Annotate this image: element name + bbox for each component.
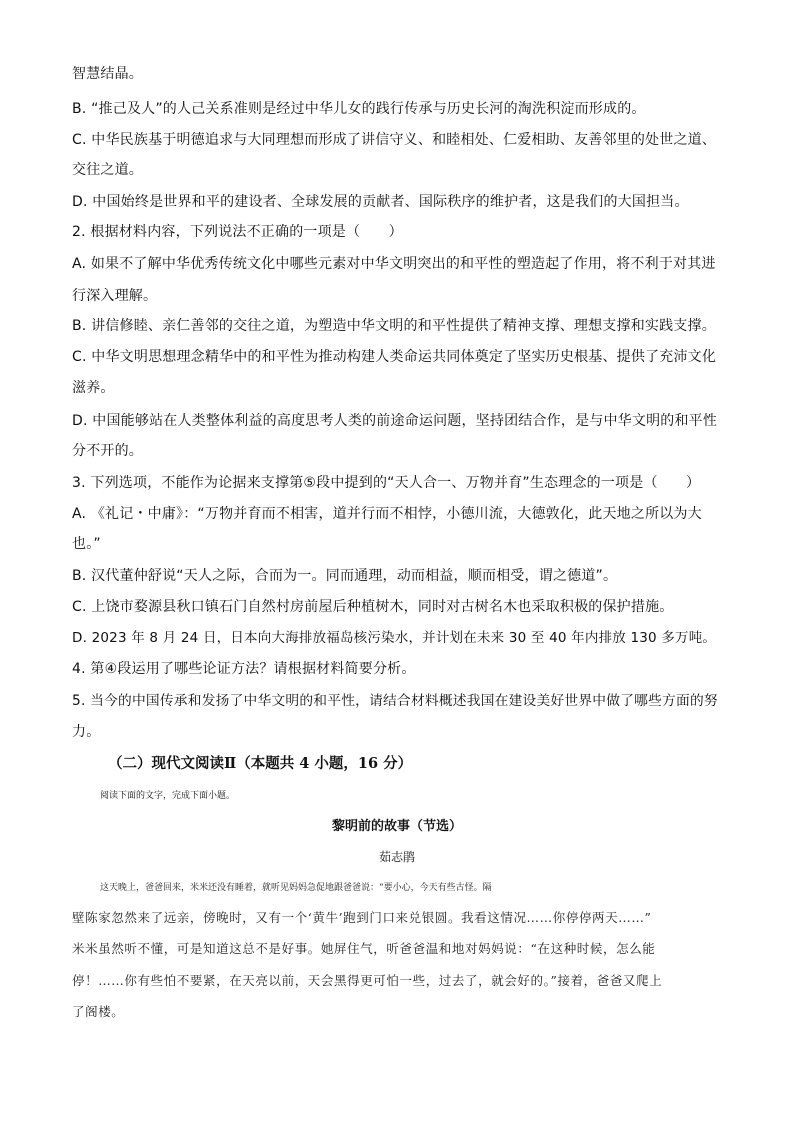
passage-author: 茹志鹃 [378, 850, 415, 864]
q1-continuation-text: 智慧结晶。 [72, 66, 143, 82]
q2-option-d-line1: D. 中国能够站在人类整体利益的高度思考人类的前途命运问题，坚持团结合作，是与中华文明的和平性 [72, 413, 718, 429]
q1-option-c-line1: C. 中华民族基于明德追求与大同理想而形成了讲信守义、和睦相处、仁爱相助、友善邻里的处世之道、 [72, 132, 717, 148]
passage-line-4: 停！……你有些怕不要紧，在天亮以前，天会黑得更可怕一些，过去了，就会好的。”接着，爸爸又爬上 [72, 973, 663, 988]
q5-stem-line1: 5. 当今的中国传承和发扬了中华文明的和平性，请结合材料概述我国在建设美好世界中做了哪些方面的努 [72, 693, 718, 709]
q3-option-a-line2: 也。” [72, 536, 101, 552]
q2-option-c-line1: C. 中华文明思想理念精华中的和平性为推动构建人类命运共同体奠定了坚实历史根基、提供了充沛文化 [72, 349, 717, 365]
q1-option-c-line2: 交往之道。 [72, 162, 143, 178]
q2-option-a-line1: A. 如果不了解中华优秀传统文化中哪些元素对中华文明突出的和平性的塑造起了作用，将不利于对其进 [72, 256, 716, 272]
q2-option-c-line2: 滋养。 [72, 380, 115, 396]
q3-option-d: D. 2023 年 8 月 24 日，日本向大海排放福岛核污染水，并计划在未来 30 至 40 年内排放 130 多万吨。 [72, 630, 717, 646]
q2-option-a-line2: 行深入理解。 [72, 288, 158, 304]
q1-option-b: B. “推己及人”的人己关系准则是经过中华儿女的践行传承与历史长河的淘洗积淀而形成的。 [72, 101, 646, 117]
q2-stem: 2. 根据材料内容，下列说法不正确的一项是（ ） [72, 224, 403, 240]
passage-title: 黎明前的故事（节选） [331, 819, 462, 834]
passage-line-1: 这天晚上，爸爸回来，米米还没有睡着，就听见妈妈急促地跟爸爸说：“要小心，今天有些古怪。隔 [100, 883, 492, 893]
passage-line-3: 米米虽然听不懂，可是知道这总不是好事。她屏住气，听爸爸温和地对妈妈说：“在这种时候，怎么能 [72, 941, 656, 956]
q5-stem-line2: 力。 [72, 724, 101, 740]
q2-option-b: B. 讲信修睦、亲仁善邻的交往之道，为塑造中华文明的和平性提供了精神支撑、理想支撑和实践支撑。 [72, 318, 716, 334]
q4-stem: 4. 第④段运用了哪些论证方法？请根据材料简要分析。 [72, 661, 416, 677]
section-instruction: 阅读下面的文字，完成下面小题。 [100, 791, 236, 801]
q3-option-c: C. 上饶市婺源县秋口镇石门自然村房前屋后种植树木，同时对古树名木也采取积极的保护措施。 [72, 599, 674, 615]
passage-line-2: 壁陈家忽然来了远亲，傍晚时，又有一个‘黄牛’跑到门口来兑银圆。我看这情况……你停停两天……” [72, 910, 652, 925]
q3-stem: 3. 下列选项，不能作为论据来支撑第⑤段中提到的“天人合一、万物并育”生态理念的一项是（ ） [72, 475, 701, 491]
q3-option-b: B. 汉代董仲舒说“天人之际，合而为一。同而通理，动而相益，顺而相受，谓之德道”。 [72, 568, 618, 584]
section-heading: （二）现代文阅读Ⅱ（本题共 4 小题，16 分） [108, 755, 413, 772]
q3-option-a-line1: A. 《礼记・中庸》：“万物并育而不相害，道并行而不相悖，小德川流，大德敦化，此天地之所以为大 [72, 506, 702, 522]
q2-option-d-line2: 分不开的。 [72, 443, 143, 459]
passage-line-5: 了阁楼。 [72, 1004, 125, 1019]
q1-option-d: D. 中国始终是世界和平的建设者、全球发展的贡献者、国际秩序的维护者，这是我们的大国担当。 [72, 194, 689, 210]
